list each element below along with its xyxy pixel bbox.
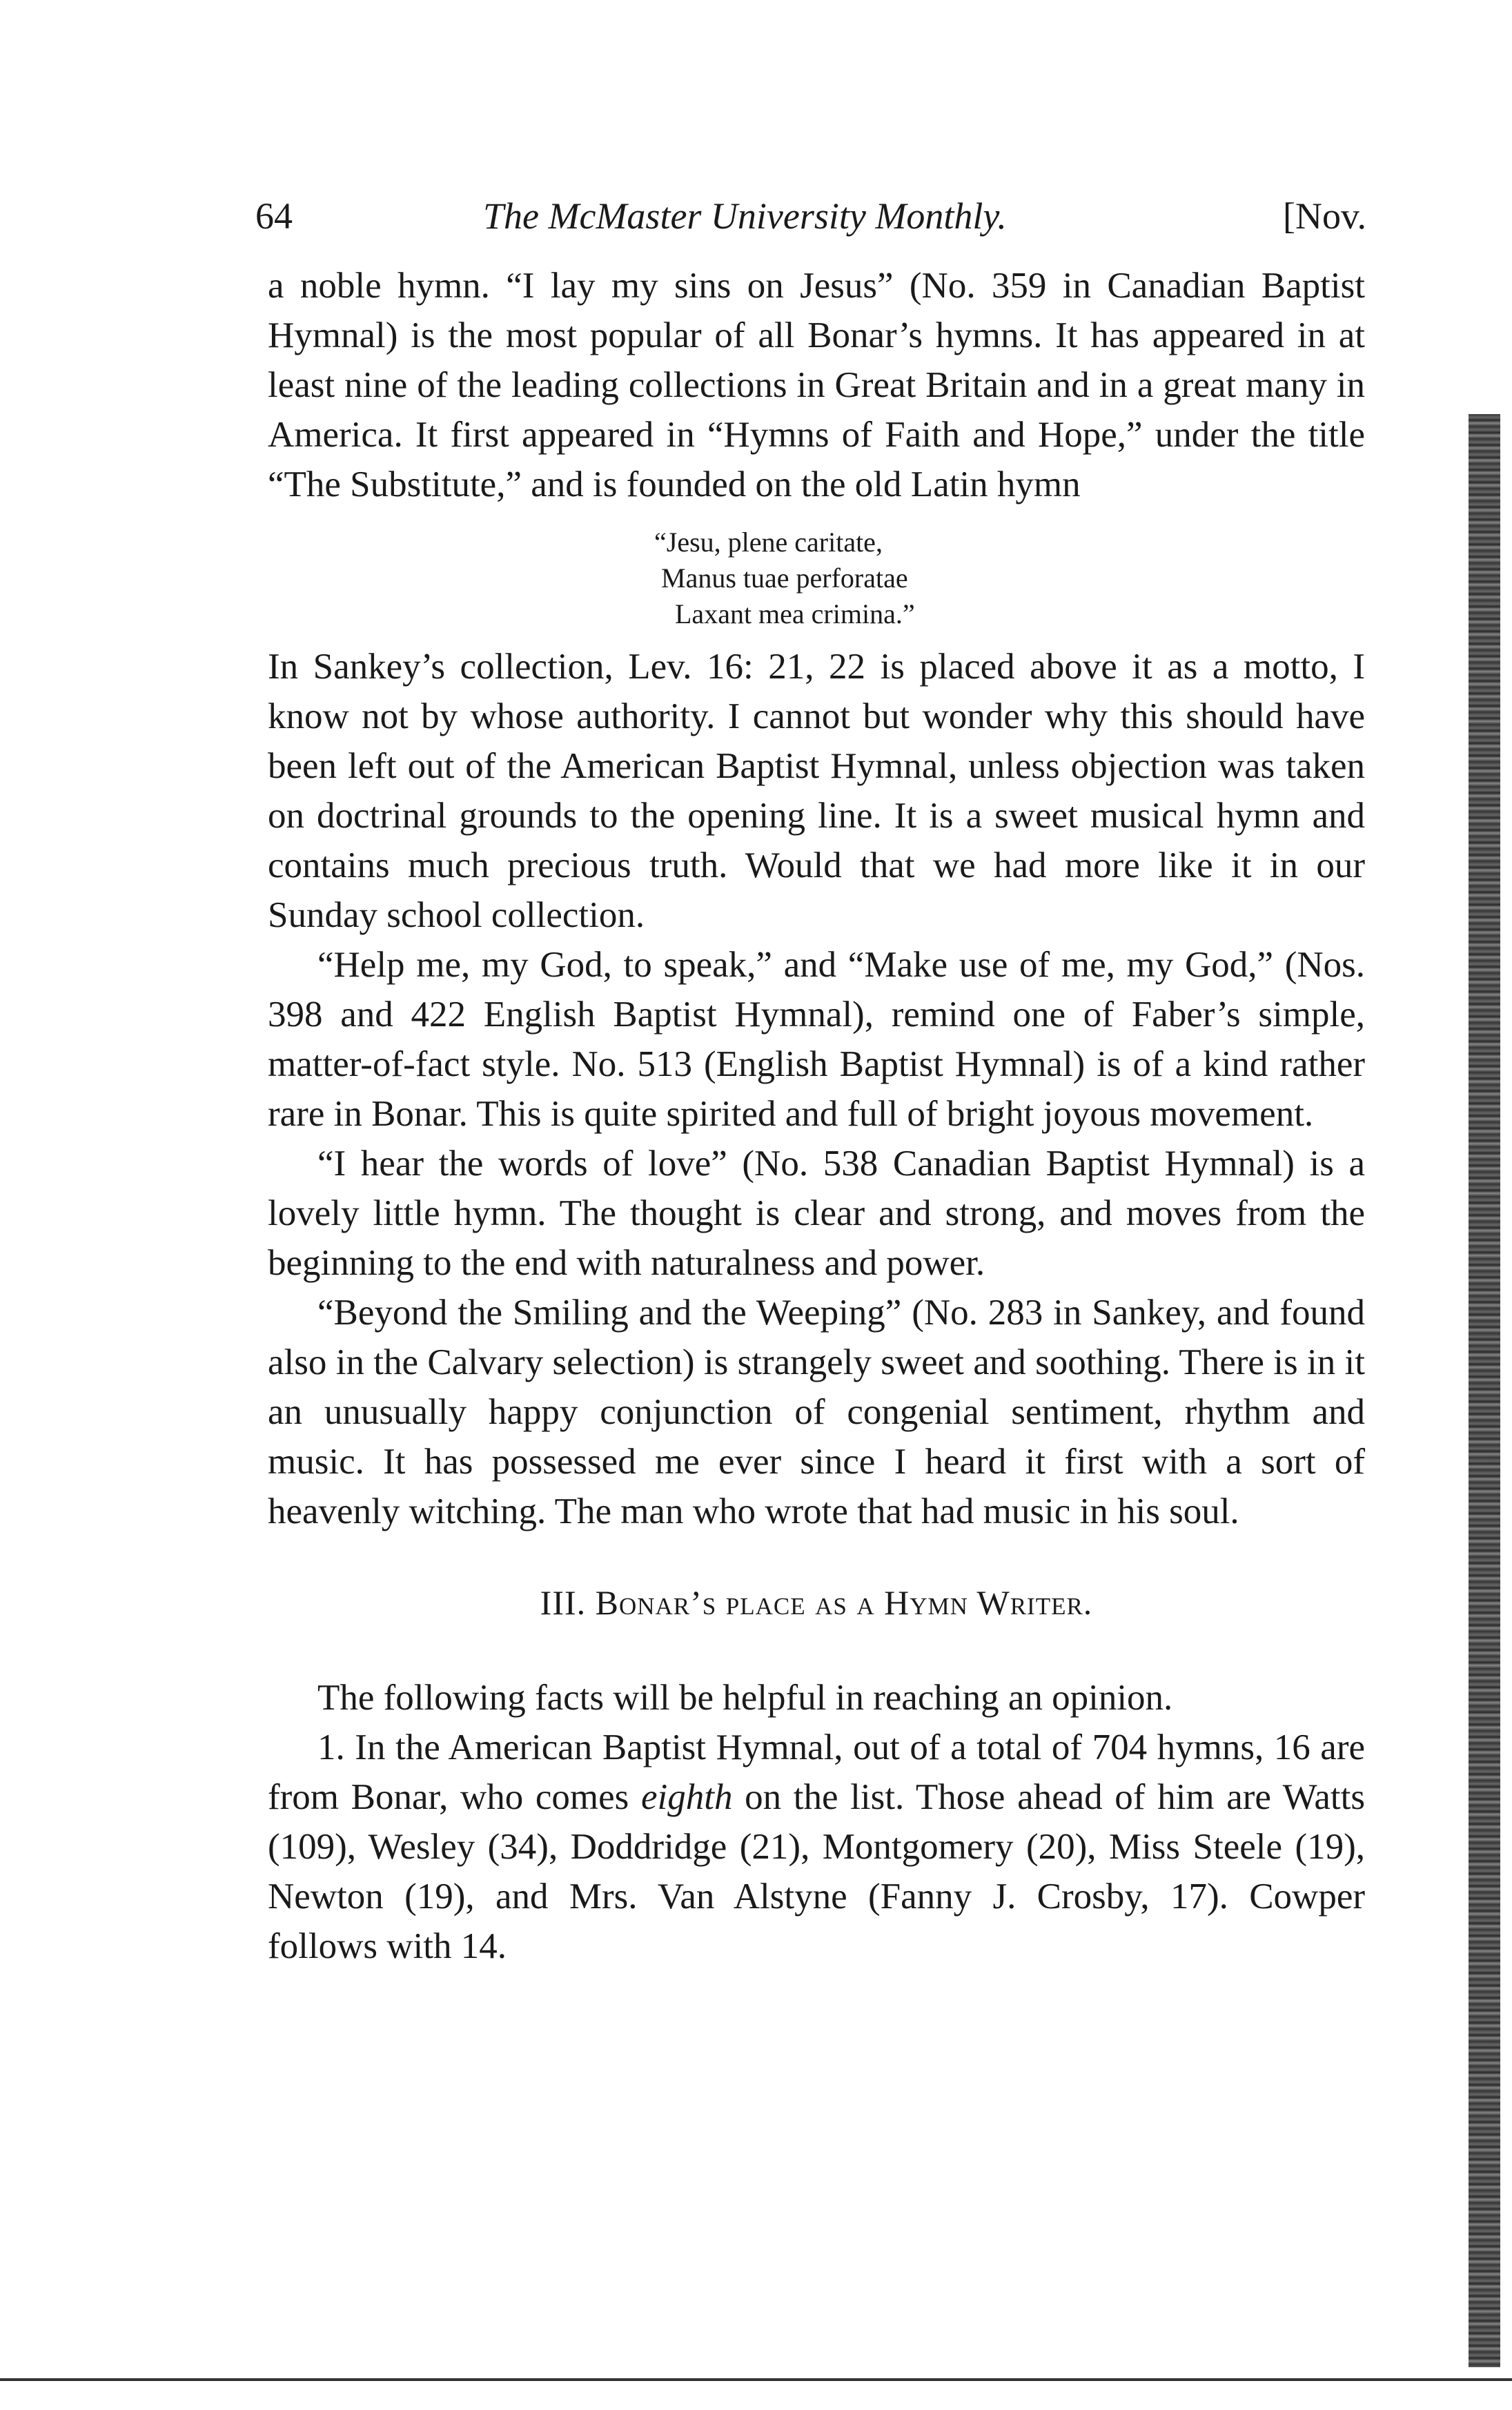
section-heading xyxy=(268,1578,1365,1627)
section-numeral: III. xyxy=(540,1583,587,1622)
section-title: Bonar’s place as a Hymn Writer. xyxy=(595,1583,1093,1622)
bottom-edge-line xyxy=(0,2378,1512,2381)
latin-quote xyxy=(654,525,1365,632)
running-header xyxy=(255,192,1366,240)
book-spine-edge xyxy=(1469,414,1500,2367)
paragraph-6: The following facts will be helpful in reaching an opinion. xyxy=(317,1678,1173,1718)
paragraph-4: “I hear the words of love” (No. 538 Canadian Baptist Hymnal) is a lovely little hymn. The thought is clear and strong, and moves from the beginning to the end with naturalness and power. xyxy=(268,1144,1365,1283)
item1-after: on the list. Those ahead of him are Watts (109), Wesley (34), Doddridge (21), Montgomery (20), Miss Steele (19), Newton (19), and Mrs. Van Alstyne (Fanny J. Crosby, 17). Cowper follows with 14. xyxy=(268,1777,1365,1966)
page-number: 64 xyxy=(255,195,293,237)
quote-line-3: Laxant mea crimina.” xyxy=(675,598,915,629)
quote-line-2: Manus tuae perforatae xyxy=(661,562,908,594)
paragraph-2: In Sankey’s collection, Lev. 16: 21, 22 is placed above it as a motto, I know not by whose authority. I cannot but wonder why this should have been left out of the American Baptist Hymnal, unless objection was taken on doctrinal grounds to the opening line. It is a sweet musical hymn and contains much precious truth. Would that we had more like it in our Sunday school collection. xyxy=(268,647,1365,935)
paragraph-7 xyxy=(268,1723,1365,1971)
item1-before: 1. In the American Baptist Hymnal, out of a total of 704 hymns, 16 are from Bonar, who comes xyxy=(268,1727,1365,1817)
paragraph-5: “Beyond the Smiling and the Weeping” (No. 283 in Sankey, and found also in the Calvary selection) is strangely sweet and soothing. There is in it an unusually happy conjunction of congenial sentiment, rhythm and music. It has possessed me ever since I heard it first with a sort of heavenly witching. The man who wrote that had music in his soul. xyxy=(268,1293,1365,1531)
paragraph-3: “Help me, my God, to speak,” and “Make use of me, my God,” (Nos. 398 and 422 English Baptist Hymnal), remind one of Faber’s simple, matter-of-fact style. No. 513 (English Baptist Hymnal) is of a kind rather rare in Bonar. This is quite spirited and full of bright joyous movement. xyxy=(268,945,1365,1134)
header-month: [Nov. xyxy=(1283,195,1366,237)
body-text xyxy=(268,261,1365,1971)
item1-emphasis: eighth xyxy=(640,1777,733,1817)
paragraph-1: a noble hymn. “I lay my sins on Jesus” (No. 359 in Canadian Baptist Hymnal) is the most popular of all Bonar’s hymns. It has appeared in at least nine of the leading collections in Great Britain and in a great many in America. It first appeared in “Hymns of Faith and Hope,” under the title “The Substitute,” and is founded on the old Latin hymn xyxy=(268,266,1365,504)
journal-title: The McMaster University Monthly. xyxy=(483,195,1007,237)
quote-line-1: “Jesu, plene caritate, xyxy=(654,527,883,558)
